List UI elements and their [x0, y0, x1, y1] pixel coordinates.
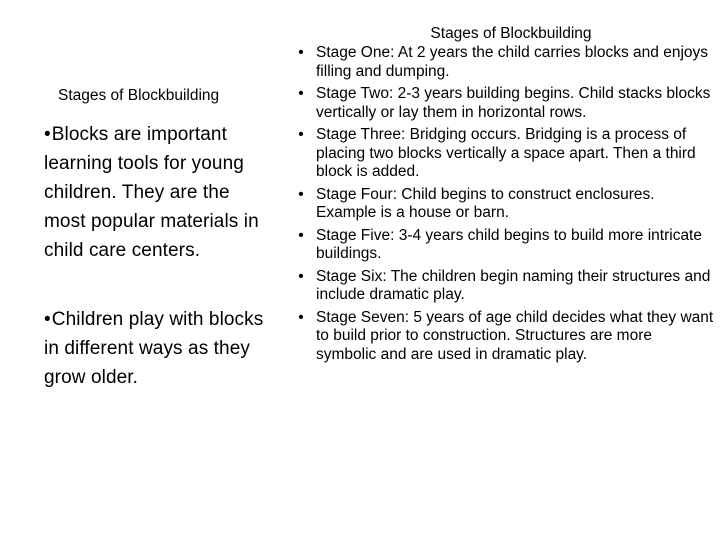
stage-label: Stage Two	[316, 85, 389, 102]
stage-label: Stage Three	[316, 126, 402, 143]
left-paragraph-1	[44, 120, 274, 265]
stage-description: : 5 years of age child decides what they want to build prior to construction. Structures are more symbolic and are used in dramatic play.	[316, 308, 714, 363]
bullet-icon: •	[298, 267, 304, 285]
bullet-icon: •	[44, 309, 51, 330]
bullet-icon: •	[298, 308, 304, 326]
right-text-panel	[294, 24, 714, 368]
bullet-icon: •	[298, 85, 304, 102]
stage-item-six	[294, 268, 714, 305]
left-paragraph-2-text: Children play with blocks in different ways as they grow older.	[44, 309, 264, 388]
left-panel-title: Stages of Blockbuilding	[58, 87, 220, 104]
stage-description: : At 2 years the child carries blocks and enjoys filling and dumping.	[316, 44, 709, 80]
bullet-icon: •	[298, 226, 304, 244]
bullet-icon: •	[44, 124, 51, 145]
stage-label: Stage Four	[316, 185, 393, 203]
left-text-panel	[44, 86, 274, 392]
stage-description: : The children begin naming their structures and include dramatic play.	[316, 267, 711, 303]
stage-list	[294, 44, 714, 364]
stage-item-seven	[294, 309, 714, 365]
stage-item-one	[294, 44, 714, 81]
stage-item-four	[294, 186, 714, 223]
stage-item-two	[294, 85, 714, 122]
stage-label: Stage Seven	[316, 308, 405, 326]
stage-description: : Child begins to construct enclosures. Example is a house or barn.	[316, 185, 655, 221]
bullet-icon: •	[298, 126, 304, 143]
stage-item-five	[294, 227, 714, 264]
right-panel-title: Stages of Blockbuilding	[430, 25, 592, 42]
stage-description: : Bridging occurs. Bridging is a process of placing two blocks vertically a space apart. Then a third block is added.	[316, 126, 696, 180]
left-paragraph-1-text: Blocks are important learning tools for young children. They are the most popular materials in child care centers.	[44, 124, 259, 261]
stage-item-three	[294, 126, 714, 182]
stage-description: : 2-3 years building begins. Child stacks blocks vertically or lay them in horizontal rows.	[316, 85, 711, 121]
stage-label: Stage Six	[316, 267, 383, 285]
stage-description: : 3-4 years child begins to build more intricate buildings.	[316, 226, 702, 262]
stage-label: Stage Five	[316, 226, 391, 244]
bullet-icon: •	[298, 44, 304, 61]
bullet-icon: •	[298, 185, 304, 203]
left-paragraph-2	[44, 305, 274, 392]
stage-label: Stage One	[316, 44, 391, 61]
